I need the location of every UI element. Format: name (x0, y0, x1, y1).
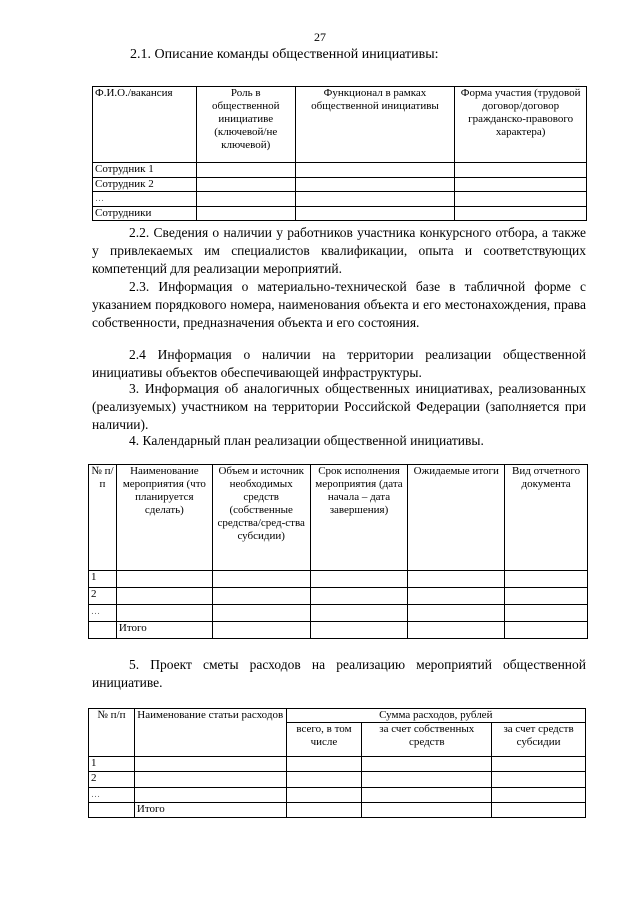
plan-total-label: Итого (116, 622, 212, 639)
section-3: 3. Информация об аналогичных общественных инициативах, реализованных (реализуемых) участником на территории Российской Федерации (заполняется при наличии). (92, 381, 586, 432)
plan-header-funds: Объем и источник необходимых средств (собственные средства/сред-ства субсидии) (212, 465, 310, 571)
section-4-heading: 4. Календарный план реализации общественной инициативы. (129, 433, 484, 448)
table-row: … (89, 787, 586, 802)
team-header-form: Форма участия (трудовой договор/договор гражданско-правового характера) (455, 87, 587, 163)
table-row: Сотрудники (93, 206, 587, 221)
budget-table (88, 708, 586, 818)
budget-header-sum: Сумма расходов, рублей (286, 709, 585, 723)
section-2-2: 2.2. Сведения о наличии у работников участника конкурсного отбора, а также у привлекаемых им специалистов квалификации, опыта и соответствующих компетенций для реализации мероприятий. (92, 225, 586, 276)
section-2-4: 2.4 Информация о наличии на территории реализации общественной инициативы объектов обеспечивающей инфраструктуры. (92, 347, 586, 380)
plan-header-term: Срок исполнения мероприятия (дата начала – дата завершения) (310, 465, 408, 571)
table-row: 2 (89, 772, 586, 787)
budget-header-own: за счет собственных средств (362, 723, 492, 757)
team-header-name: Ф.И.О./вакансия (93, 87, 197, 163)
budget-total-label: Итого (134, 802, 286, 817)
table-row: Сотрудник 1 (93, 163, 587, 178)
section-2-3: 2.3. Информация о материально-технической базе в табличной форме с указанием порядкового номера, наименования объекта и его местонахождения, права собственности, предназначения объекта и его состояния. (92, 279, 586, 330)
budget-header-total: всего, в том числе (286, 723, 362, 757)
plan-table (88, 464, 588, 639)
team-table (92, 86, 587, 221)
plan-header-num: № п/п (89, 465, 117, 571)
team-header-role: Роль в общественной инициативе (ключевой/не ключевой) (196, 87, 295, 163)
table-row: 1 (89, 757, 586, 772)
table-row (89, 802, 586, 817)
plan-header-event: Наименование мероприятия (что планируется сделать) (116, 465, 212, 571)
budget-header-subsidy: за счет средств субсидии (492, 723, 586, 757)
table-row: … (93, 192, 587, 207)
table-row: … (89, 605, 588, 622)
section-5-heading: 5. Проект сметы расходов на реализацию мероприятий общественной инициативе. (92, 657, 586, 690)
budget-header-num: № п/п (89, 709, 135, 757)
table-row (89, 622, 588, 639)
team-header-function: Функционал в рамках общественной инициативы (295, 87, 455, 163)
plan-header-results: Ожидаемые итоги (408, 465, 505, 571)
section-2-1-heading: 2.1. Описание команды общественной инициативы: (130, 47, 439, 62)
plan-header-report: Вид отчетного документа (505, 465, 588, 571)
budget-header-name: Наименование статьи расходов (134, 709, 286, 757)
table-row: 1 (89, 571, 588, 588)
page-number: 27 (314, 30, 326, 44)
table-row: 2 (89, 588, 588, 605)
table-row: Сотрудник 2 (93, 177, 587, 192)
